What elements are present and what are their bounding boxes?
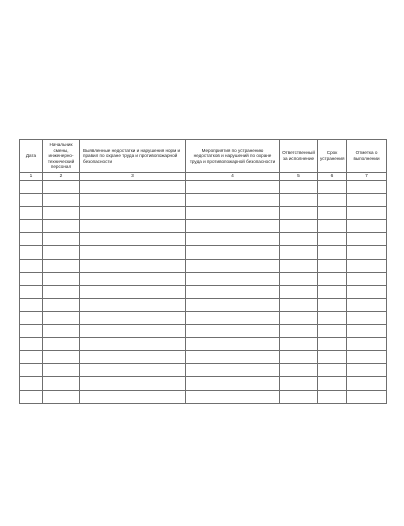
empty-cell (318, 338, 347, 351)
empty-cell (20, 259, 43, 272)
empty-cell (186, 285, 280, 298)
header-completion-mark: Отметка о выполнении (347, 140, 387, 173)
empty-cell (20, 390, 43, 403)
table-body (20, 181, 387, 404)
empty-cell (186, 207, 280, 220)
empty-cell (318, 194, 347, 207)
empty-cell (318, 298, 347, 311)
empty-cell (318, 390, 347, 403)
empty-cell (20, 377, 43, 390)
empty-cell (318, 246, 347, 259)
empty-cell (280, 246, 318, 259)
empty-cell (280, 364, 318, 377)
column-number: 5 (280, 173, 318, 181)
empty-cell (318, 272, 347, 285)
empty-cell (43, 364, 80, 377)
empty-cell (347, 364, 387, 377)
empty-cell (280, 298, 318, 311)
empty-cell (347, 351, 387, 364)
table-row (20, 194, 387, 207)
empty-cell (80, 246, 186, 259)
header-violations-found: Выявленные недостатки и нарушения норм и правил по охране труда и противопожарной безопасности (80, 140, 186, 173)
column-number-row (20, 173, 387, 181)
empty-cell (186, 377, 280, 390)
table-row (20, 259, 387, 272)
table-row (20, 272, 387, 285)
empty-cell (20, 181, 43, 194)
empty-cell (43, 338, 80, 351)
empty-cell (347, 311, 387, 324)
empty-cell (43, 298, 80, 311)
empty-cell (80, 259, 186, 272)
empty-cell (347, 246, 387, 259)
empty-cell (186, 390, 280, 403)
table-row (20, 298, 387, 311)
empty-cell (347, 325, 387, 338)
empty-cell (318, 259, 347, 272)
empty-cell (318, 325, 347, 338)
empty-cell (347, 285, 387, 298)
empty-cell (280, 220, 318, 233)
column-number: 3 (80, 173, 186, 181)
empty-cell (280, 338, 318, 351)
header-shift-supervisor: Начальник смены, инженерно-технический персонал (43, 140, 80, 173)
empty-cell (43, 311, 80, 324)
empty-cell (280, 377, 318, 390)
empty-cell (347, 233, 387, 246)
empty-cell (43, 325, 80, 338)
empty-cell (80, 194, 186, 207)
empty-cell (347, 338, 387, 351)
empty-cell (43, 220, 80, 233)
empty-cell (318, 181, 347, 194)
empty-cell (80, 285, 186, 298)
empty-cell (80, 272, 186, 285)
empty-cell (43, 246, 80, 259)
empty-cell (80, 311, 186, 324)
header-corrective-measures: Мероприятия по устранению недостатков и нарушений по охране труда и противопожарной безопасности (186, 140, 280, 173)
empty-cell (186, 246, 280, 259)
empty-cell (20, 220, 43, 233)
header-responsible-person: Ответственный за исполнение (280, 140, 318, 173)
table-row (20, 181, 387, 194)
empty-cell (280, 325, 318, 338)
empty-cell (347, 207, 387, 220)
empty-cell (80, 351, 186, 364)
empty-cell (43, 259, 80, 272)
empty-cell (43, 207, 80, 220)
empty-cell (347, 272, 387, 285)
empty-cell (280, 390, 318, 403)
empty-cell (347, 390, 387, 403)
empty-cell (318, 364, 347, 377)
table-row (20, 311, 387, 324)
header-date: Дата (20, 140, 43, 173)
table-row (20, 351, 387, 364)
empty-cell (20, 194, 43, 207)
empty-cell (20, 246, 43, 259)
empty-cell (43, 285, 80, 298)
empty-cell (80, 390, 186, 403)
column-number: 4 (186, 173, 280, 181)
empty-cell (20, 325, 43, 338)
empty-cell (43, 377, 80, 390)
empty-cell (80, 233, 186, 246)
empty-cell (20, 311, 43, 324)
inspection-journal-table (19, 139, 387, 404)
empty-cell (80, 207, 186, 220)
empty-cell (80, 377, 186, 390)
empty-cell (186, 325, 280, 338)
column-number: 2 (43, 173, 80, 181)
header-row (20, 140, 387, 173)
table-row (20, 338, 387, 351)
empty-cell (280, 207, 318, 220)
table-row (20, 285, 387, 298)
empty-cell (186, 181, 280, 194)
empty-cell (186, 233, 280, 246)
empty-cell (280, 233, 318, 246)
empty-cell (347, 298, 387, 311)
table-row (20, 233, 387, 246)
empty-cell (20, 351, 43, 364)
empty-cell (347, 259, 387, 272)
empty-cell (20, 364, 43, 377)
empty-cell (318, 233, 347, 246)
empty-cell (347, 194, 387, 207)
empty-cell (318, 207, 347, 220)
table-row (20, 325, 387, 338)
table-row (20, 364, 387, 377)
empty-cell (318, 220, 347, 233)
empty-cell (43, 181, 80, 194)
table-row (20, 207, 387, 220)
empty-cell (347, 377, 387, 390)
empty-cell (280, 272, 318, 285)
empty-cell (186, 298, 280, 311)
empty-cell (280, 259, 318, 272)
empty-cell (20, 207, 43, 220)
header-deadline: Срок устранения (318, 140, 347, 173)
empty-cell (43, 194, 80, 207)
empty-cell (186, 311, 280, 324)
empty-cell (280, 311, 318, 324)
empty-cell (280, 351, 318, 364)
empty-cell (186, 351, 280, 364)
empty-cell (80, 181, 186, 194)
empty-cell (347, 181, 387, 194)
empty-cell (186, 194, 280, 207)
table-row (20, 246, 387, 259)
column-number: 6 (318, 173, 347, 181)
empty-cell (186, 364, 280, 377)
column-number: 7 (347, 173, 387, 181)
empty-cell (43, 351, 80, 364)
table-row (20, 390, 387, 403)
empty-cell (318, 285, 347, 298)
empty-cell (20, 272, 43, 285)
empty-cell (80, 325, 186, 338)
empty-cell (20, 298, 43, 311)
empty-cell (80, 220, 186, 233)
empty-cell (43, 272, 80, 285)
empty-cell (80, 298, 186, 311)
empty-cell (186, 338, 280, 351)
empty-cell (347, 220, 387, 233)
table-row (20, 377, 387, 390)
empty-cell (186, 272, 280, 285)
empty-cell (186, 259, 280, 272)
empty-cell (318, 351, 347, 364)
empty-cell (280, 194, 318, 207)
table-row (20, 220, 387, 233)
empty-cell (43, 233, 80, 246)
empty-cell (43, 390, 80, 403)
empty-cell (20, 285, 43, 298)
empty-cell (80, 364, 186, 377)
empty-cell (20, 233, 43, 246)
empty-cell (20, 338, 43, 351)
empty-cell (80, 338, 186, 351)
empty-cell (318, 311, 347, 324)
column-number: 1 (20, 173, 43, 181)
empty-cell (280, 285, 318, 298)
empty-cell (318, 377, 347, 390)
empty-cell (280, 181, 318, 194)
empty-cell (186, 220, 280, 233)
